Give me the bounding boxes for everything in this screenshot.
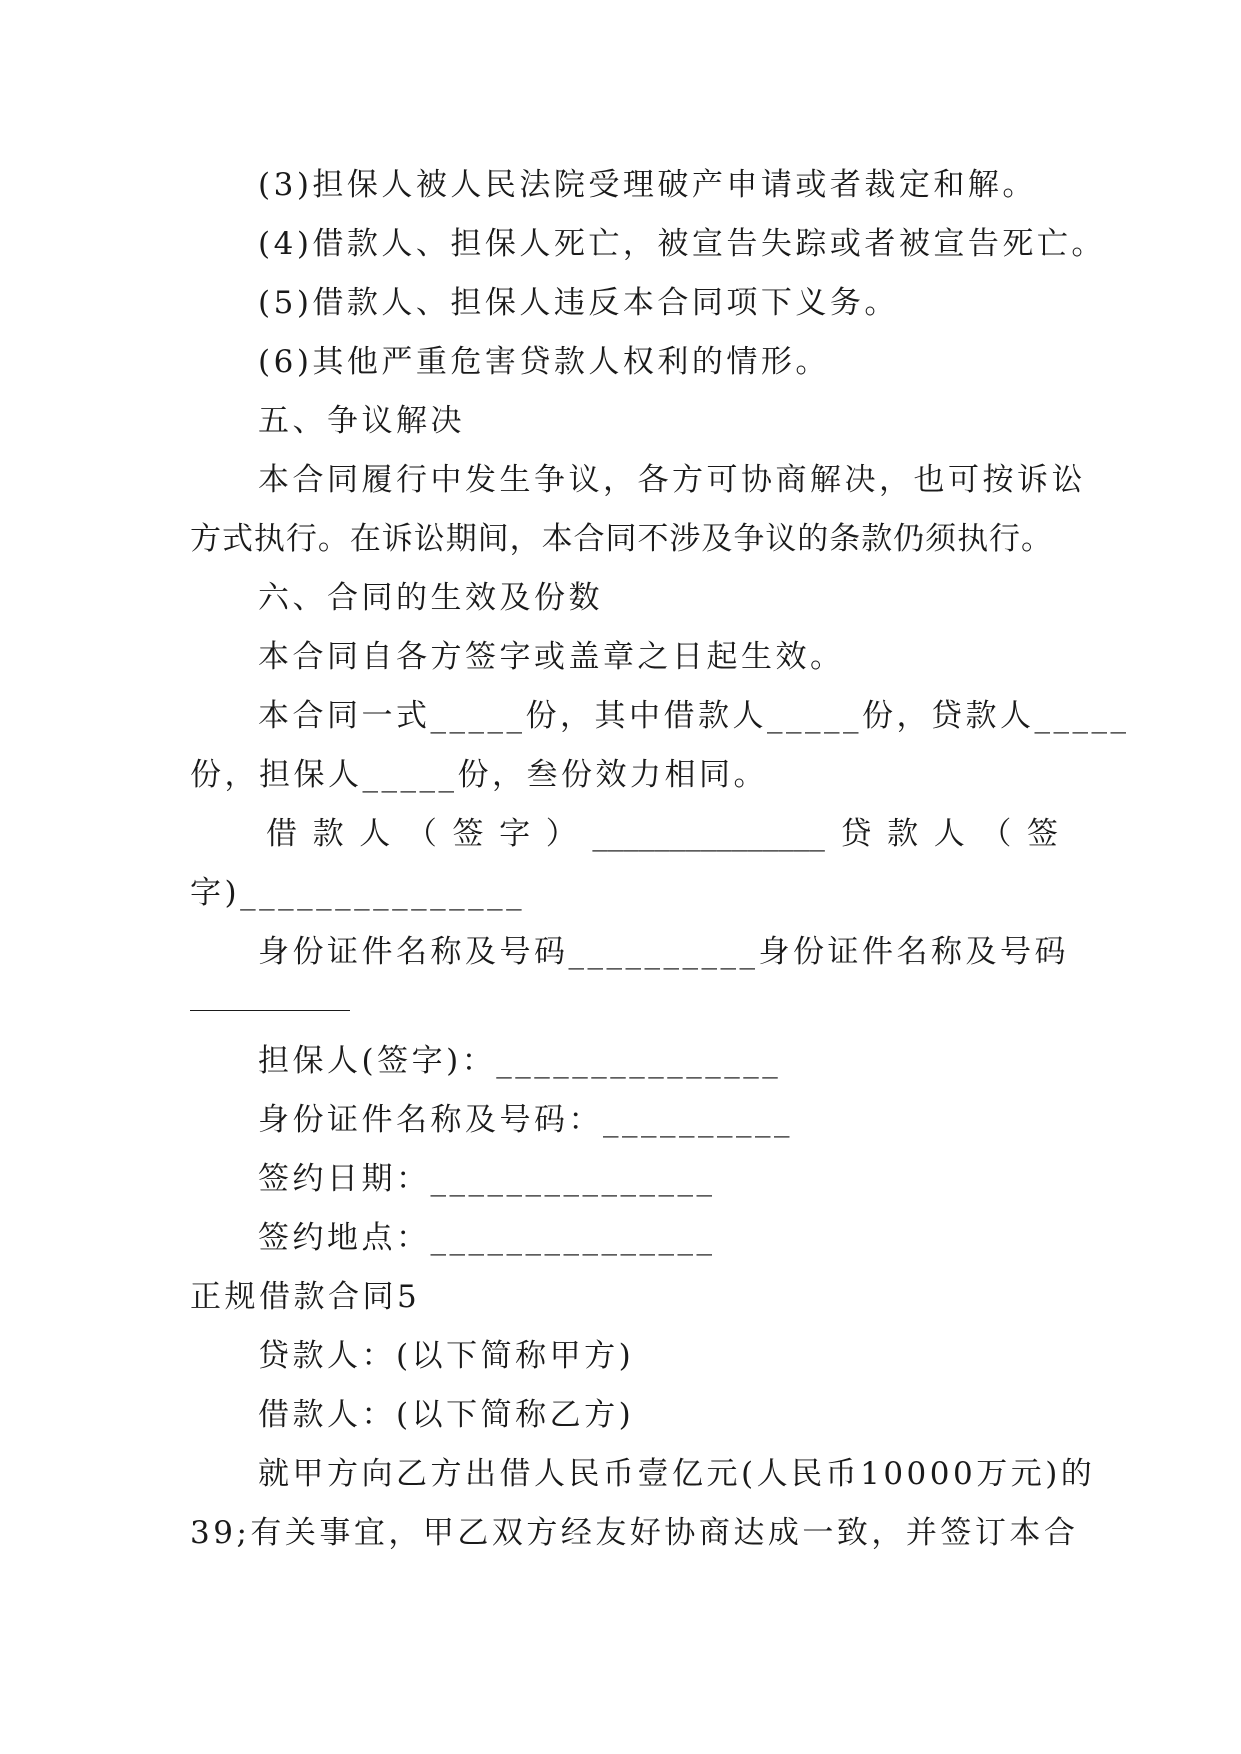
clause-item-4: (4)借款人、担保人死亡，被宣告失踪或者被宣告死亡。 bbox=[258, 226, 1106, 262]
paragraph-dispute-line-2: 方式执行。在诉讼期间，本合同不涉及争议的条款仍须执行。 bbox=[190, 521, 1052, 557]
signature-borrower-lender-line-1: 借款人（签字）_______________贷款人（签 bbox=[266, 816, 1058, 852]
clause-item-6: (6)其他严重危害贷款人权利的情形。 bbox=[258, 344, 830, 380]
guarantor-signature-line: 担保人(签字)：_______________ bbox=[258, 1043, 782, 1079]
paragraph-loan-line-1: 就甲方向乙方出借人民币壹亿元(人民币10000万元)的 bbox=[258, 1456, 1096, 1492]
paragraph-dispute-line-1: 本合同履行中发生争议，各方可协商解决，也可按诉讼 bbox=[258, 462, 1086, 498]
signature-borrower-lender-line-2: 字)_______________ bbox=[190, 875, 526, 911]
contract-title: 正规借款合同5 bbox=[190, 1279, 421, 1315]
paragraph-copies-line-2: 份，担保人_____份，叁份效力相同。 bbox=[190, 757, 768, 793]
borrower-line: 借款人：(以下简称乙方) bbox=[258, 1397, 635, 1433]
paragraph-loan-line-2: 39;有关事宜，甲乙双方经友好协商达成一致，并签订本合 bbox=[190, 1515, 1079, 1551]
id-document-line: 身份证件名称及号码__________身份证件名称及号码 bbox=[258, 934, 1069, 970]
signing-date-line: 签约日期：_______________ bbox=[258, 1161, 716, 1197]
lender-line: 贷款人：(以下简称甲方) bbox=[258, 1338, 635, 1374]
section-heading-effect: 六、合同的生效及份数 bbox=[258, 580, 603, 616]
paragraph-copies-line-1: 本合同一式_____份，其中借款人_____份，贷款人_____ bbox=[258, 698, 1130, 734]
clause-item-3: (3)担保人被人民法院受理破产申请或者裁定和解。 bbox=[258, 167, 1037, 203]
signing-place-line: 签约地点：_______________ bbox=[258, 1220, 716, 1256]
section-heading-dispute: 五、争议解决 bbox=[258, 403, 465, 439]
guarantor-id-line: 身份证件名称及号码：__________ bbox=[258, 1102, 793, 1138]
id-number-blank bbox=[190, 1010, 350, 1011]
clause-item-5: (5)借款人、担保人违反本合同项下义务。 bbox=[258, 285, 899, 321]
paragraph-effect: 本合同自各方签字或盖章之日起生效。 bbox=[258, 639, 845, 675]
